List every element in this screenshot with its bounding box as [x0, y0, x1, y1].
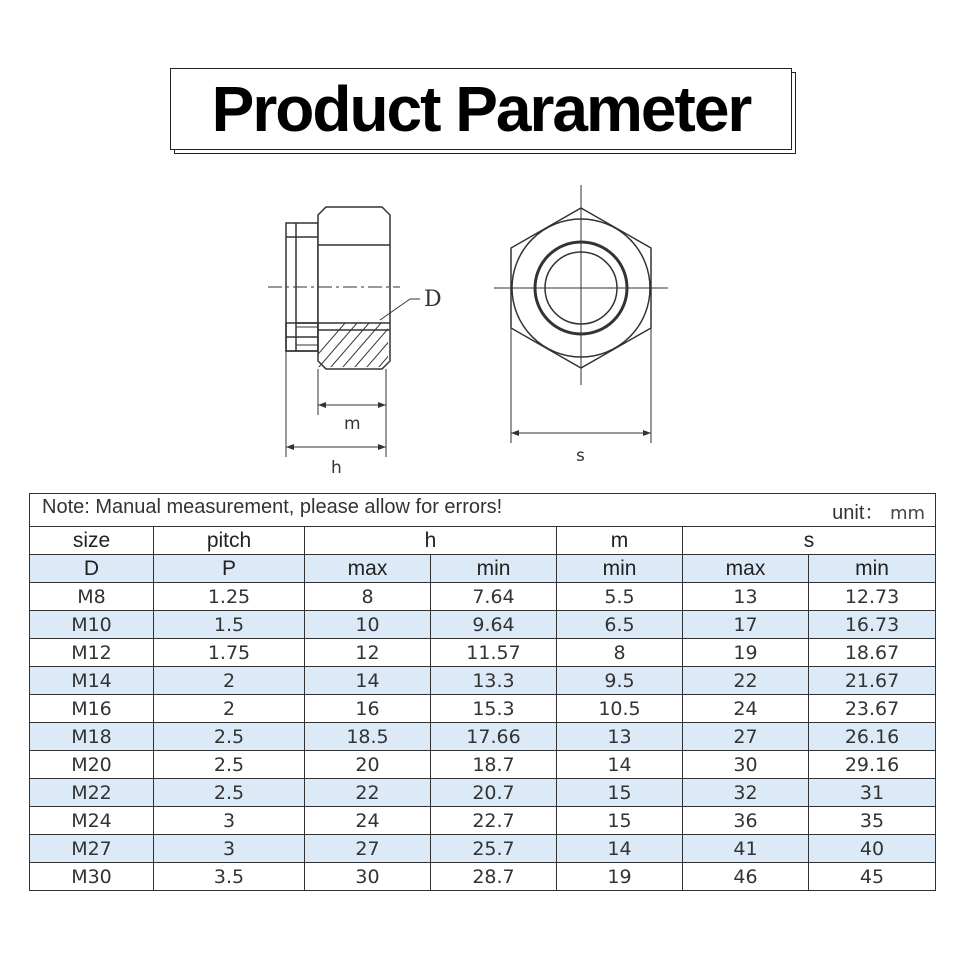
note-row	[30, 494, 936, 527]
header-row-2	[30, 555, 936, 583]
label-h: h	[331, 458, 342, 475]
header-cell: s	[683, 527, 936, 555]
table-row	[30, 723, 936, 751]
header-cell: pitch	[154, 527, 305, 555]
table-cell: 21.67	[809, 667, 936, 695]
header-cell: max	[305, 555, 431, 583]
table-cell: 16.73	[809, 611, 936, 639]
header-cell: min	[557, 555, 683, 583]
note-cell	[30, 494, 936, 527]
table-cell: 17.66	[431, 723, 557, 751]
table-cell: 36	[683, 807, 809, 835]
table-row	[30, 807, 936, 835]
table-cell: 27	[683, 723, 809, 751]
table-cell: 15.3	[431, 695, 557, 723]
table-row	[30, 695, 936, 723]
table-cell: 15	[557, 807, 683, 835]
header-row-1	[30, 527, 936, 555]
label-D: D	[424, 287, 442, 312]
table-cell: 9.64	[431, 611, 557, 639]
table-cell: 14	[557, 751, 683, 779]
table-cell: 29.16	[809, 751, 936, 779]
table-cell: 13.3	[431, 667, 557, 695]
table-row	[30, 639, 936, 667]
table-cell: M27	[30, 835, 154, 863]
table-cell: 22.7	[431, 807, 557, 835]
table-cell: 10	[305, 611, 431, 639]
table-cell: 3	[154, 807, 305, 835]
table-cell: 13	[557, 723, 683, 751]
table-cell: 22	[305, 779, 431, 807]
table-cell: 23.67	[809, 695, 936, 723]
label-s: s	[576, 446, 585, 466]
table-cell: 3.5	[154, 863, 305, 891]
table-cell: 18.67	[809, 639, 936, 667]
table-cell: 18.7	[431, 751, 557, 779]
table-cell: M24	[30, 807, 154, 835]
table-cell: 8	[557, 639, 683, 667]
header-cell: min	[809, 555, 936, 583]
table-cell: 40	[809, 835, 936, 863]
table-cell: 14	[305, 667, 431, 695]
table-row	[30, 835, 936, 863]
table-cell: M22	[30, 779, 154, 807]
table-cell: 2.5	[154, 751, 305, 779]
table-cell: 2	[154, 695, 305, 723]
table-cell: 12.73	[809, 583, 936, 611]
header-cell: size	[30, 527, 154, 555]
table-row	[30, 611, 936, 639]
table-cell: 32	[683, 779, 809, 807]
table-row	[30, 779, 936, 807]
table-cell: 12	[305, 639, 431, 667]
table-cell: 9.5	[557, 667, 683, 695]
table-cell: 15	[557, 779, 683, 807]
table-cell: 2	[154, 667, 305, 695]
table-cell: M14	[30, 667, 154, 695]
table-body	[30, 583, 936, 891]
table-cell: 25.7	[431, 835, 557, 863]
table-cell: 45	[809, 863, 936, 891]
table-row	[30, 583, 936, 611]
note-text: Note: Manual measurement, please allow for errors!	[42, 495, 503, 518]
table-cell: 30	[683, 751, 809, 779]
header-cell: P	[154, 555, 305, 583]
table-cell: 28.7	[431, 863, 557, 891]
table-cell: M10	[30, 611, 154, 639]
table-cell: M18	[30, 723, 154, 751]
table-cell: 17	[683, 611, 809, 639]
table-row	[30, 667, 936, 695]
header-cell: m	[557, 527, 683, 555]
header-cell: h	[305, 527, 557, 555]
table-cell: 5.5	[557, 583, 683, 611]
table-cell: 6.5	[557, 611, 683, 639]
table-cell: M30	[30, 863, 154, 891]
header-cell: max	[683, 555, 809, 583]
title-box	[170, 68, 792, 150]
table-cell: 46	[683, 863, 809, 891]
table-row	[30, 751, 936, 779]
table-cell: 19	[683, 639, 809, 667]
table-cell: 1.25	[154, 583, 305, 611]
table-cell: 41	[683, 835, 809, 863]
table-cell: 27	[305, 835, 431, 863]
table-cell: 30	[305, 863, 431, 891]
table-cell: M12	[30, 639, 154, 667]
table-cell: 19	[557, 863, 683, 891]
table-cell: 10.5	[557, 695, 683, 723]
table-cell: 24	[683, 695, 809, 723]
nut-technical-drawing	[0, 175, 960, 475]
table-cell: 20.7	[431, 779, 557, 807]
table-cell: 22	[683, 667, 809, 695]
page-title: Product Parameter	[211, 73, 751, 145]
table-cell: 31	[809, 779, 936, 807]
table-cell: M20	[30, 751, 154, 779]
table-cell: 16	[305, 695, 431, 723]
unit-label: unit： mm	[832, 501, 926, 524]
table-cell: 1.5	[154, 611, 305, 639]
table-cell: 13	[683, 583, 809, 611]
table-cell: M8	[30, 583, 154, 611]
header-cell: min	[431, 555, 557, 583]
table-cell: 2.5	[154, 779, 305, 807]
table-cell: 24	[305, 807, 431, 835]
top-view	[494, 185, 668, 443]
table-cell: 11.57	[431, 639, 557, 667]
header-cell: D	[30, 555, 154, 583]
table-row	[30, 863, 936, 891]
table-cell: M16	[30, 695, 154, 723]
table-cell: 35	[809, 807, 936, 835]
table-cell: 1.75	[154, 639, 305, 667]
table-cell: 2.5	[154, 723, 305, 751]
table-cell: 20	[305, 751, 431, 779]
spec-table	[29, 493, 936, 891]
table-cell: 3	[154, 835, 305, 863]
table-cell: 26.16	[809, 723, 936, 751]
table-cell: 14	[557, 835, 683, 863]
table-cell: 8	[305, 583, 431, 611]
label-m: m	[344, 414, 361, 434]
table-cell: 18.5	[305, 723, 431, 751]
table-cell: 7.64	[431, 583, 557, 611]
